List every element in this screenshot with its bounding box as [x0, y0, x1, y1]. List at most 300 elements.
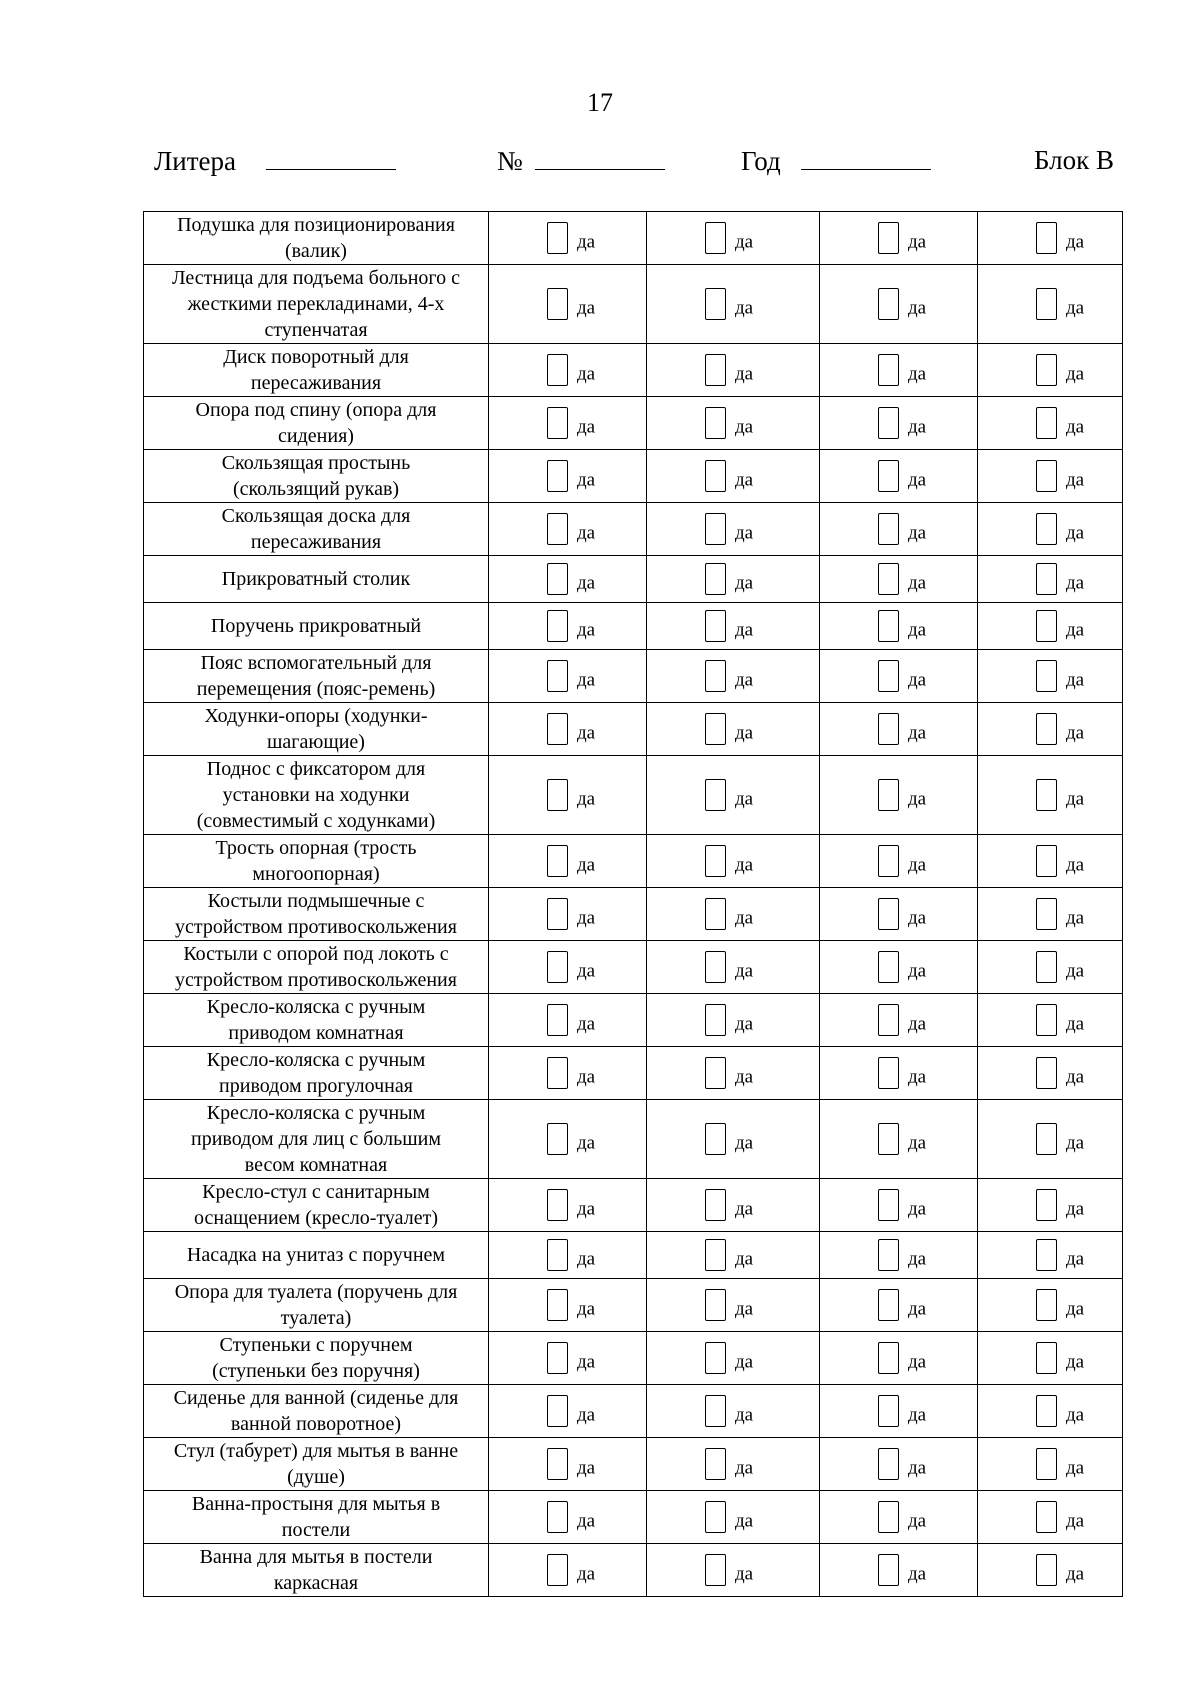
checkbox-cell: [820, 888, 978, 941]
checkbox-label: да: [577, 1066, 596, 1088]
item-name-line: (валик): [285, 240, 347, 262]
checkbox[interactable]: [1036, 713, 1057, 745]
checkbox-cell: [647, 1279, 820, 1332]
checkbox[interactable]: [878, 1239, 899, 1271]
checkbox[interactable]: [547, 1342, 568, 1374]
checkbox-cell: [647, 503, 820, 556]
checkbox[interactable]: [878, 1342, 899, 1374]
item-name-cell: [144, 397, 489, 450]
checkbox[interactable]: [547, 407, 568, 439]
checkbox-label: да: [577, 469, 596, 491]
checkbox[interactable]: [705, 660, 726, 692]
checkbox-label: да: [735, 1198, 754, 1220]
checkbox-label: да: [908, 469, 927, 491]
checkbox-label: да: [908, 722, 927, 744]
checkbox-cell: [489, 1232, 647, 1279]
checkbox-label: да: [1066, 231, 1085, 253]
checkbox-label: да: [735, 363, 754, 385]
checkbox[interactable]: [878, 1554, 899, 1586]
checkbox-cell: [489, 1385, 647, 1438]
item-name-cell: [144, 265, 489, 344]
checkbox[interactable]: [547, 1395, 568, 1427]
block-label: Блок В: [1034, 145, 1114, 175]
checkbox-cell: [978, 603, 1123, 650]
table-row: [144, 603, 1123, 650]
checkbox-cell: [820, 1332, 978, 1385]
table-row: [144, 1544, 1123, 1597]
checkbox[interactable]: [878, 222, 899, 254]
item-name-line: приводом для лиц с большим: [191, 1128, 441, 1150]
checkbox-cell: [978, 397, 1123, 450]
checkbox-label: да: [735, 669, 754, 691]
checkbox-cell: [820, 1279, 978, 1332]
checkbox[interactable]: [705, 222, 726, 254]
checkbox-cell: [978, 1100, 1123, 1179]
checkbox[interactable]: [547, 1189, 568, 1221]
checkbox-cell: [820, 650, 978, 703]
checkbox[interactable]: [1036, 460, 1057, 492]
checkbox-cell: [978, 1385, 1123, 1438]
checkbox[interactable]: [705, 951, 726, 983]
item-name-line: каркасная: [273, 1572, 359, 1594]
checkbox[interactable]: [547, 1501, 568, 1533]
checkbox[interactable]: [878, 1448, 899, 1480]
checkbox[interactable]: [547, 951, 568, 983]
checkbox-cell: [820, 1179, 978, 1232]
checkbox-label: да: [577, 669, 596, 691]
checkbox-label: да: [1066, 1298, 1085, 1320]
checkbox-cell: [489, 212, 647, 265]
checkbox[interactable]: [705, 407, 726, 439]
checkbox[interactable]: [547, 288, 568, 320]
item-name-line: шагающие): [267, 731, 365, 753]
checkbox-cell: [489, 603, 647, 650]
item-name-cell: [144, 1232, 489, 1279]
checkbox-label: да: [908, 1457, 927, 1479]
checkbox[interactable]: [878, 1123, 899, 1155]
checkbox[interactable]: [1036, 1004, 1057, 1036]
checkbox[interactable]: [878, 460, 899, 492]
checkbox-label: да: [1066, 297, 1085, 319]
checkbox[interactable]: [878, 407, 899, 439]
checkbox[interactable]: [547, 1004, 568, 1036]
number-blank-line[interactable]: [535, 145, 665, 170]
checkbox[interactable]: [1036, 1342, 1057, 1374]
checkbox-label: да: [735, 1457, 754, 1479]
checkbox[interactable]: [1036, 288, 1057, 320]
litera-blank-line[interactable]: [266, 145, 396, 170]
table-row: [144, 1491, 1123, 1544]
item-name-cell: [144, 1100, 489, 1179]
checkbox-cell: [489, 1332, 647, 1385]
checkbox[interactable]: [705, 1501, 726, 1533]
checkbox-label: да: [908, 1198, 927, 1220]
checkbox[interactable]: [878, 1057, 899, 1089]
checkbox-label: да: [577, 788, 596, 810]
checkbox[interactable]: [878, 513, 899, 545]
item-name-line: Насадка на унитаз с поручнем: [186, 1244, 446, 1266]
checkbox[interactable]: [547, 1448, 568, 1480]
item-name-cell: [144, 650, 489, 703]
checkbox-label: да: [577, 1404, 596, 1426]
item-name-cell: [144, 450, 489, 503]
item-name-cell: [144, 1544, 489, 1597]
checkbox-cell: [647, 1332, 820, 1385]
checkbox[interactable]: [547, 713, 568, 745]
checkbox-label: да: [908, 619, 927, 641]
checkbox-cell: [489, 1279, 647, 1332]
checkbox[interactable]: [705, 845, 726, 877]
checkbox[interactable]: [705, 1004, 726, 1036]
checkbox[interactable]: [878, 610, 899, 642]
checkbox-label: да: [735, 1066, 754, 1088]
checkbox-cell: [820, 941, 978, 994]
checkbox-label: да: [1066, 907, 1085, 929]
checkbox-label: да: [577, 1351, 596, 1373]
checkbox-cell: [489, 703, 647, 756]
checkbox-cell: [820, 1544, 978, 1597]
checkbox[interactable]: [878, 288, 899, 320]
checkbox[interactable]: [1036, 1289, 1057, 1321]
item-name-line: весом комнатная: [244, 1154, 388, 1176]
checkbox-label: да: [908, 669, 927, 691]
checkbox-cell: [978, 1332, 1123, 1385]
checkbox[interactable]: [705, 1289, 726, 1321]
checkbox[interactable]: [547, 222, 568, 254]
checkbox[interactable]: [1036, 1057, 1057, 1089]
checkbox-label: да: [577, 1510, 596, 1532]
item-name-cell: [144, 941, 489, 994]
checkbox-cell: [647, 397, 820, 450]
checkbox[interactable]: [1036, 779, 1057, 811]
checkbox-cell: [820, 344, 978, 397]
checkbox-cell: [978, 756, 1123, 835]
table-row: [144, 994, 1123, 1047]
checkbox[interactable]: [1036, 1554, 1057, 1586]
checkbox-label: да: [735, 619, 754, 641]
page-number: 17: [587, 88, 613, 117]
checkbox[interactable]: [878, 1395, 899, 1427]
checkbox[interactable]: [547, 1289, 568, 1321]
checkbox-cell: [820, 756, 978, 835]
checkbox-cell: [647, 1385, 820, 1438]
checkbox[interactable]: [1036, 407, 1057, 439]
form-header: [154, 145, 1114, 181]
item-name-line: оснащением (кресло-туалет): [194, 1207, 438, 1229]
item-name-cell: [144, 344, 489, 397]
item-name-line: Кресло-коляска с ручным: [206, 1102, 426, 1124]
checkbox-label: да: [1066, 572, 1085, 594]
checkbox[interactable]: [705, 563, 726, 595]
checkbox-cell: [647, 1491, 820, 1544]
checkbox[interactable]: [878, 1501, 899, 1533]
checkbox[interactable]: [878, 713, 899, 745]
checkbox[interactable]: [878, 898, 899, 930]
item-name-line: Ванна для мытья в постели: [199, 1546, 433, 1568]
checkbox-label: да: [735, 522, 754, 544]
checkbox-label: да: [577, 231, 596, 253]
checkbox[interactable]: [547, 1239, 568, 1271]
checkbox-cell: [978, 994, 1123, 1047]
checkbox-cell: [489, 1438, 647, 1491]
item-name-line: (ступеньки без поручня): [212, 1360, 420, 1382]
item-name-cell: [144, 603, 489, 650]
checkbox[interactable]: [705, 713, 726, 745]
checkbox[interactable]: [878, 1189, 899, 1221]
checkbox[interactable]: [705, 1239, 726, 1271]
checkbox-cell: [978, 556, 1123, 603]
checkbox-cell: [489, 265, 647, 344]
checkbox-label: да: [735, 1510, 754, 1532]
checkbox-label: да: [735, 907, 754, 929]
checkbox[interactable]: [1036, 1123, 1057, 1155]
checkbox[interactable]: [705, 1395, 726, 1427]
checkbox-label: да: [908, 231, 927, 253]
checkbox-cell: [489, 650, 647, 703]
checkbox-cell: [647, 603, 820, 650]
checkbox-cell: [647, 994, 820, 1047]
checkbox-cell: [978, 888, 1123, 941]
checkbox-label: да: [735, 788, 754, 810]
table-row: [144, 888, 1123, 941]
checkbox-cell: [647, 941, 820, 994]
item-name-line: перемещения (пояс-ремень): [196, 678, 436, 700]
checkbox-cell: [978, 212, 1123, 265]
checkbox-cell: [647, 556, 820, 603]
checkbox-label: да: [577, 1013, 596, 1035]
checkbox-cell: [820, 835, 978, 888]
item-name-cell: [144, 1047, 489, 1100]
checkbox[interactable]: [705, 460, 726, 492]
item-name-line: Подушка для позиционирования: [177, 214, 455, 236]
checkbox[interactable]: [705, 513, 726, 545]
checkbox[interactable]: [1036, 222, 1057, 254]
checkbox-label: да: [577, 854, 596, 876]
checkbox[interactable]: [1036, 610, 1057, 642]
item-name-line: Ванна-простыня для мытья в: [191, 1493, 441, 1515]
checkbox[interactable]: [1036, 845, 1057, 877]
item-name-line: пересаживания: [250, 531, 382, 553]
item-name-line: Пояс вспомогательный для: [200, 652, 432, 674]
checkbox-label: да: [735, 1563, 754, 1585]
checkbox-label: да: [735, 231, 754, 253]
checkbox-cell: [647, 756, 820, 835]
checkbox-cell: [820, 1385, 978, 1438]
checkbox-cell: [978, 1047, 1123, 1100]
checkbox-label: да: [1066, 416, 1085, 438]
checkbox-cell: [647, 703, 820, 756]
checkbox-label: да: [735, 1248, 754, 1270]
checkbox[interactable]: [705, 1123, 726, 1155]
item-name-cell: [144, 1179, 489, 1232]
checkbox-label: да: [577, 619, 596, 641]
table-row: [144, 397, 1123, 450]
item-name-line: Диск поворотный для: [223, 346, 409, 368]
item-name-line: туалета): [280, 1307, 352, 1329]
checkbox-label: да: [1066, 1248, 1085, 1270]
checkbox[interactable]: [705, 1554, 726, 1586]
checkbox-label: да: [1066, 1132, 1085, 1154]
checkbox-label: да: [1066, 522, 1085, 544]
table-row: [144, 1438, 1123, 1491]
checkbox-cell: [820, 1232, 978, 1279]
checkbox-label: да: [1066, 669, 1085, 691]
checkbox-cell: [489, 756, 647, 835]
equipment-table-body: [144, 212, 1123, 1597]
checkbox[interactable]: [547, 1554, 568, 1586]
litera-field: [154, 145, 396, 177]
checkbox[interactable]: [547, 563, 568, 595]
number-label: №: [497, 146, 523, 176]
checkbox[interactable]: [878, 1289, 899, 1321]
checkbox-label: да: [1066, 619, 1085, 641]
checkbox-label: да: [908, 297, 927, 319]
table-row: [144, 1279, 1123, 1332]
checkbox[interactable]: [705, 1057, 726, 1089]
checkbox-label: да: [577, 722, 596, 744]
checkbox-label: да: [735, 722, 754, 744]
table-row: [144, 1385, 1123, 1438]
checkbox-label: да: [908, 1510, 927, 1532]
checkbox-label: да: [908, 1351, 927, 1373]
number-field: [497, 145, 665, 177]
checkbox[interactable]: [1036, 563, 1057, 595]
checkbox-label: да: [577, 522, 596, 544]
checkbox[interactable]: [547, 779, 568, 811]
checkbox-cell: [978, 1179, 1123, 1232]
item-name-line: (совместимый с ходунками): [196, 810, 436, 832]
checkbox-cell: [820, 1491, 978, 1544]
checkbox-cell: [647, 212, 820, 265]
item-name-line: устройством противоскольжения: [175, 969, 457, 991]
item-name-line: Скользящая доска для: [221, 505, 411, 527]
checkbox-cell: [978, 1491, 1123, 1544]
checkbox-cell: [489, 1047, 647, 1100]
checkbox[interactable]: [705, 898, 726, 930]
item-name-cell: [144, 503, 489, 556]
table-row: [144, 556, 1123, 603]
checkbox-label: да: [908, 907, 927, 929]
checkbox-cell: [647, 344, 820, 397]
checkbox[interactable]: [878, 779, 899, 811]
checkbox-label: да: [577, 416, 596, 438]
checkbox[interactable]: [705, 610, 726, 642]
item-name-line: Кресло-коляска с ручным: [206, 996, 426, 1018]
checkbox-cell: [820, 503, 978, 556]
checkbox[interactable]: [1036, 898, 1057, 930]
item-name-line: многоопорная): [252, 863, 380, 885]
checkbox[interactable]: [1036, 1189, 1057, 1221]
checkbox[interactable]: [1036, 513, 1057, 545]
item-name-line: Поднос с фиксатором для: [206, 758, 426, 780]
checkbox-cell: [647, 1100, 820, 1179]
checkbox[interactable]: [878, 354, 899, 386]
table-row: [144, 503, 1123, 556]
table-row: [144, 1047, 1123, 1100]
checkbox[interactable]: [705, 288, 726, 320]
checkbox[interactable]: [878, 660, 899, 692]
table-row: [144, 1100, 1123, 1179]
checkbox-label: да: [908, 1066, 927, 1088]
checkbox-cell: [647, 1179, 820, 1232]
checkbox-label: да: [577, 1248, 596, 1270]
checkbox-label: да: [577, 1457, 596, 1479]
item-name-cell: [144, 212, 489, 265]
item-name-line: Кресло-стул с санитарным: [202, 1181, 430, 1203]
item-name-cell: [144, 756, 489, 835]
item-name-line: приводом комнатная: [228, 1022, 404, 1044]
checkbox[interactable]: [1036, 1501, 1057, 1533]
checkbox[interactable]: [1036, 660, 1057, 692]
checkbox-label: да: [1066, 1457, 1085, 1479]
checkbox-cell: [647, 835, 820, 888]
checkbox[interactable]: [878, 563, 899, 595]
checkbox[interactable]: [1036, 951, 1057, 983]
checkbox[interactable]: [705, 1448, 726, 1480]
checkbox[interactable]: [1036, 1239, 1057, 1271]
item-name-cell: [144, 1438, 489, 1491]
checkbox[interactable]: [547, 354, 568, 386]
checkbox-label: да: [1066, 960, 1085, 982]
checkbox-cell: [820, 994, 978, 1047]
item-name-line: ступенчатая: [264, 319, 368, 341]
item-name-line: Ходунки-опоры (ходунки-: [204, 705, 428, 727]
checkbox[interactable]: [705, 1189, 726, 1221]
checkbox-label: да: [908, 1013, 927, 1035]
checkbox[interactable]: [705, 354, 726, 386]
checkbox-label: да: [1066, 363, 1085, 385]
item-name-line: Скользящая простынь: [221, 452, 411, 474]
checkbox[interactable]: [547, 898, 568, 930]
checkbox[interactable]: [1036, 1395, 1057, 1427]
checkbox[interactable]: [705, 779, 726, 811]
checkbox-label: да: [735, 854, 754, 876]
checkbox[interactable]: [547, 460, 568, 492]
item-name-line: пересаживания: [250, 372, 382, 394]
checkbox-label: да: [908, 1298, 927, 1320]
checkbox[interactable]: [547, 513, 568, 545]
checkbox[interactable]: [878, 1004, 899, 1036]
checkbox[interactable]: [1036, 354, 1057, 386]
checkbox[interactable]: [547, 1123, 568, 1155]
checkbox[interactable]: [547, 1057, 568, 1089]
checkbox-label: да: [735, 1351, 754, 1373]
checkbox[interactable]: [547, 845, 568, 877]
year-blank-line[interactable]: [801, 145, 931, 170]
checkbox-label: да: [1066, 722, 1085, 744]
checkbox[interactable]: [1036, 1448, 1057, 1480]
checkbox-label: да: [908, 788, 927, 810]
checkbox[interactable]: [705, 1342, 726, 1374]
checkbox-cell: [820, 1100, 978, 1179]
checkbox-cell: [820, 450, 978, 503]
checkbox-label: да: [735, 1013, 754, 1035]
checkbox[interactable]: [547, 610, 568, 642]
checkbox-cell: [489, 556, 647, 603]
checkbox-label: да: [1066, 1013, 1085, 1035]
item-name-line: (душе): [287, 1466, 345, 1488]
checkbox-cell: [489, 1491, 647, 1544]
checkbox-label: да: [908, 854, 927, 876]
checkbox-cell: [820, 397, 978, 450]
checkbox-label: да: [577, 907, 596, 929]
checkbox[interactable]: [878, 951, 899, 983]
checkbox[interactable]: [547, 660, 568, 692]
checkbox-cell: [978, 703, 1123, 756]
checkbox-label: да: [1066, 1066, 1085, 1088]
item-name-cell: [144, 1279, 489, 1332]
checkbox[interactable]: [878, 845, 899, 877]
